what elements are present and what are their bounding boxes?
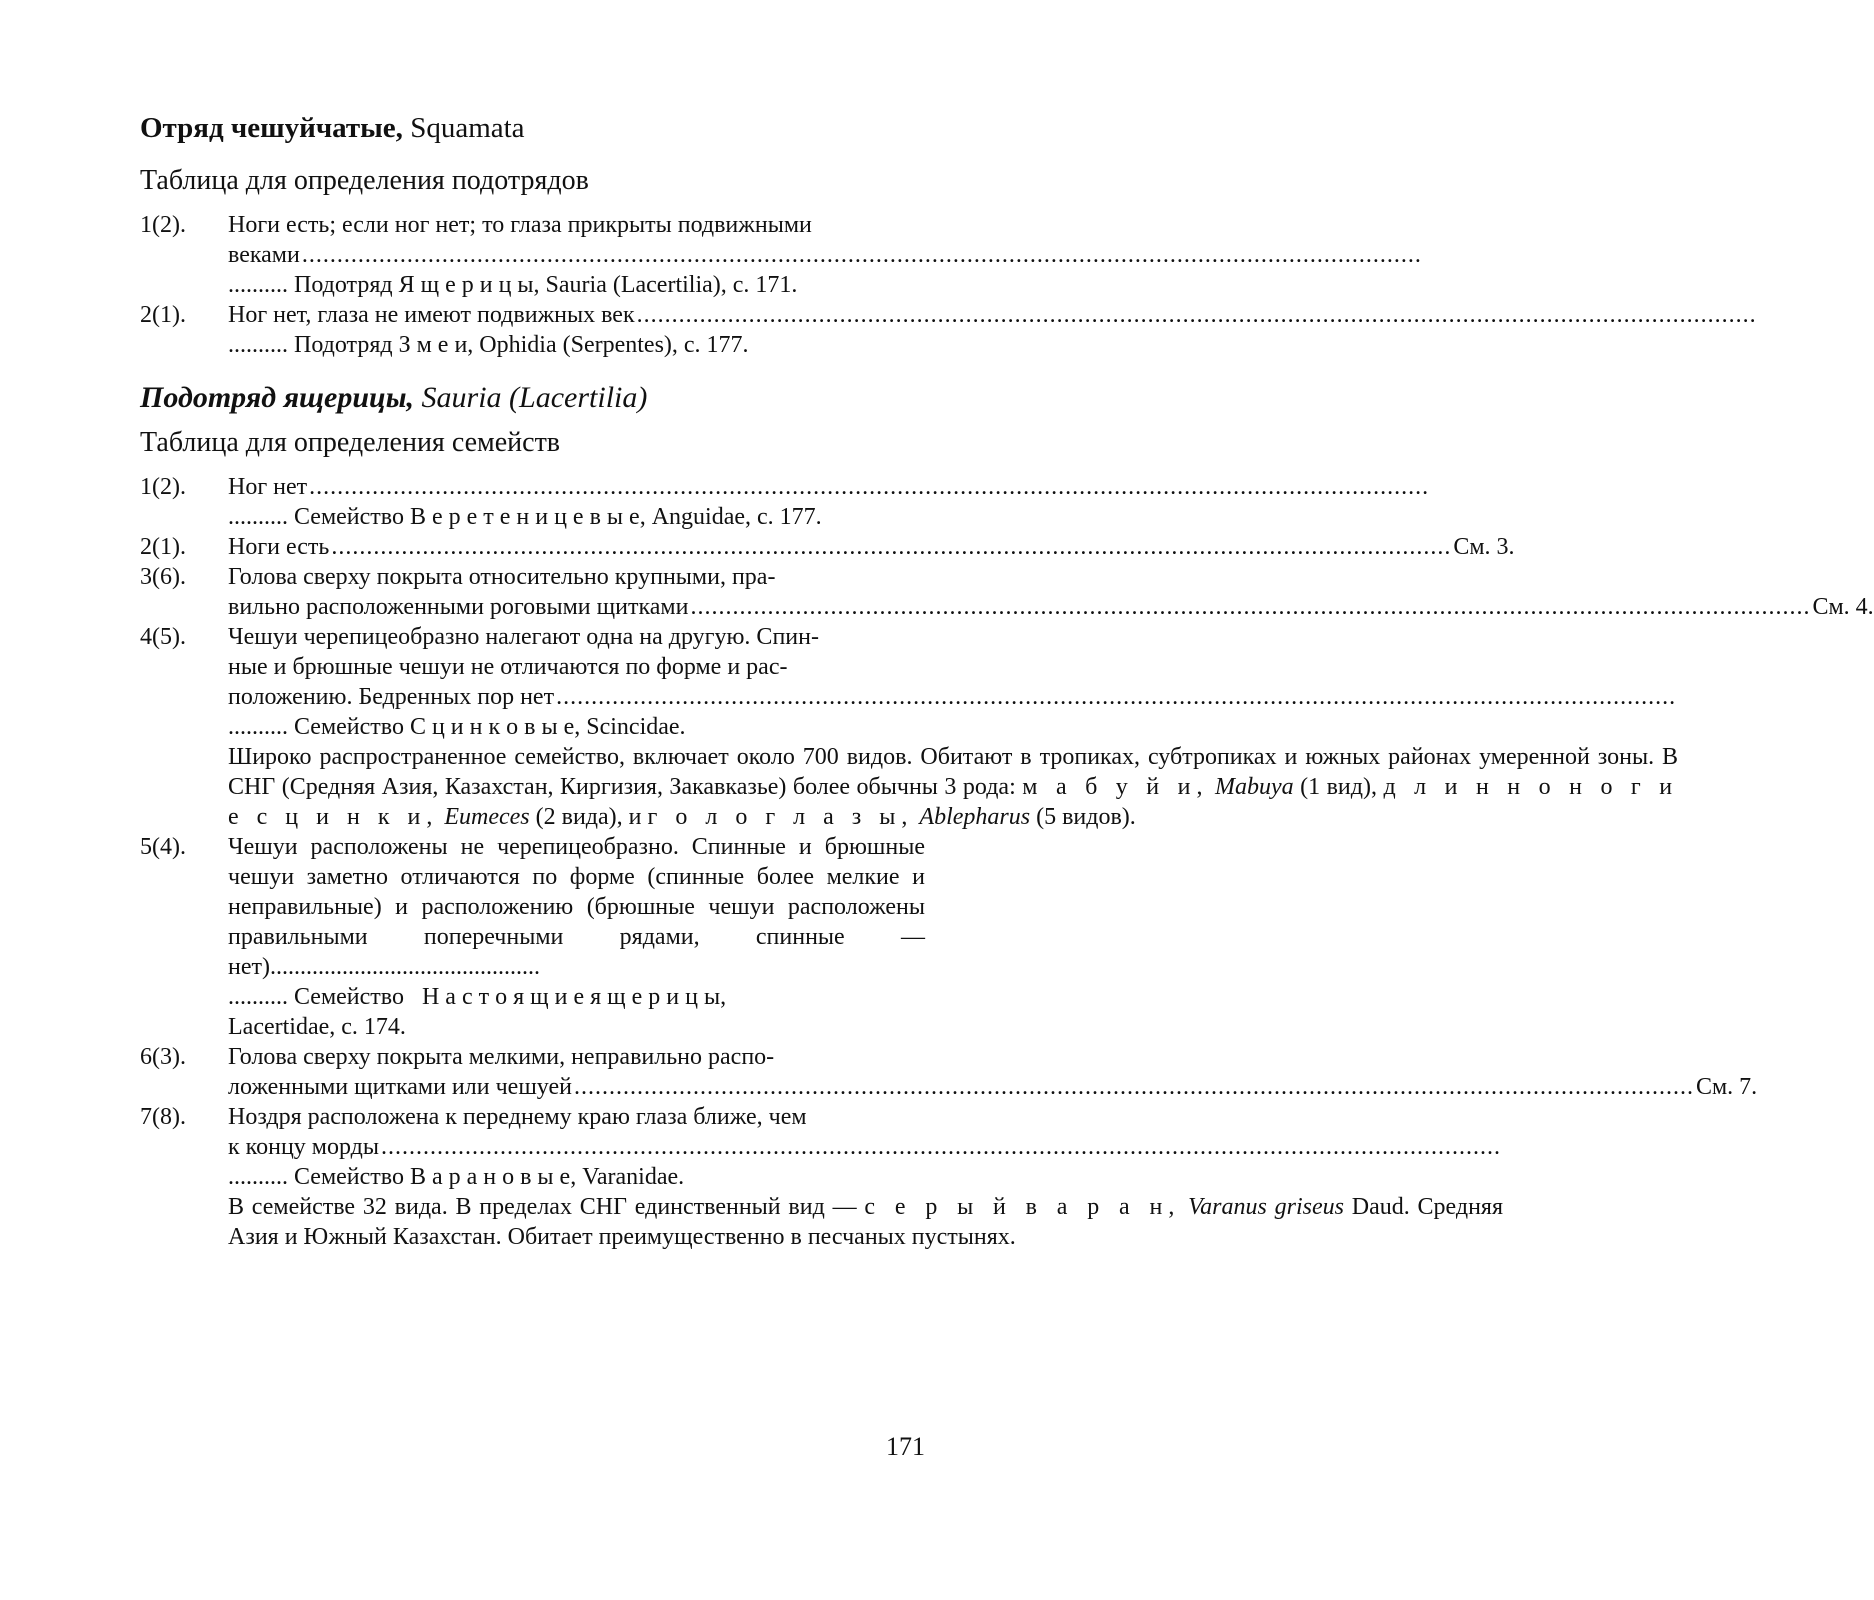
key-number: 2(1). (140, 302, 186, 328)
key-text: Ног нет, глаза не имеют подвижных век (228, 302, 635, 328)
key-entry: 2(1). Ноги есть ..... См. 3. (140, 532, 925, 562)
key-number: 7(8). (140, 1104, 186, 1130)
key-entry: 5(4). Чешуи расположены не черепицеобразно. Спинные и брюшные чешуи заметно отличаются по форме (спинные более мелкие и неправильные) и расположению (брюшные чешуи расположены правильными поперечными рядами, спинные — нет)............................................. .......... Семейство Н а с т о я щ и е я щ е р и ц ы, Lacertidae, с. 174. (140, 834, 925, 1040)
leader-dots (302, 240, 1422, 270)
suborder-key-title: Таблица для определения семейств (140, 427, 561, 458)
leader-dots: .......... (228, 332, 288, 358)
key-entry: 6(3). Голова сверху покрыта мелкими, неправильно распо- ложенными щитками или чешуей ..... См. 7. (140, 1042, 925, 1102)
order-heading (140, 108, 925, 148)
page-number: 171 (886, 1432, 925, 1461)
key-entry: 2(1). Ног нет, глаза не имеют подвижных век ..... .......... Подотряд З м е и, Ophidia (Serpentes), с. 177. (140, 300, 925, 360)
taxon-spaced: Н а с т о я щ и е я щ е р и ц ы, (421, 984, 727, 1010)
order-heading-latin: Squamata (410, 112, 525, 144)
leader-dots: .......... (228, 272, 288, 298)
taxon-spaced: Я щ е р и ц ы, (398, 272, 540, 298)
key-result: Семейство В а р а н о в ы е, Varanidae. (294, 1164, 685, 1190)
taxon-spaced: З м е и, (398, 332, 474, 358)
key-number: 1(2). (140, 212, 186, 238)
key-number: 3(6). (140, 564, 186, 590)
key-reference: См. 7. (1695, 1074, 1758, 1100)
order-key-title: Таблица для определения подотрядов (140, 165, 589, 196)
key-text: веками (228, 242, 300, 268)
order-key (140, 210, 925, 360)
key-number: 6(3). (140, 1044, 186, 1070)
family-key (140, 472, 1874, 1252)
suborder-heading-latin: Sauria (Lacertilia) (421, 381, 648, 414)
family-note: Широко распространенное семейство, включает около 700 видов. Обитают в тропиках, субтропиках и южных районах умеренной зоны. В СНГ (Средняя Азия, Казахстан, Киргизия, Закавказье) более обычны 3 рода: м а б у й и, Mabuya (1 вид), д л и н н о н о г и е с ц и н к и, Eumeces (2 вида), и г о л о г л а з ы, Ablepharus (5 видов). (228, 744, 1679, 830)
key-reference: См. 4. (1812, 594, 1874, 620)
key-entry: 1(2). Ноги есть; если ног нет; то глаза прикрыты подвижными веками ..... .......... Подотряд Я щ е р и ц ы, Sauria (Lacertilia), с. 171. (140, 210, 925, 300)
key-number: 4(5). (140, 624, 186, 650)
key-entry: 3(6). Голова сверху покрыта относительно крупными, пра- вильно расположенными роговыми щитками ..... См. 4. (140, 562, 925, 622)
page-content (140, 108, 1874, 1252)
key-entry: 4(5). Чешуи черепицеобразно налегают одна на другую. Спин- ные и брюшные чешуи не отличаются по форме и рас- положению. Бедренных пор нет ..... .......... Семейство С ц и н к о в ы е, Scincidae. Широко распространенное семейство, включает около 700 видов. Обитают в тропиках, субтропиках и южных районах умеренной зоны. В СНГ (Средняя Азия, Казахстан, Киргизия, Закавказье) более обычны 3 рода: м а б у й и, Mabuya (1 вид), д л и н н о н о г и е с ц и н к и, Eumeces (2 вида), и г о л о г л а з ы, Ablepharus (5 видов). (140, 622, 925, 832)
suborder-heading: Подотряд ящерицы, Sauria (Lacertilia) (140, 381, 648, 414)
leader-dots (637, 300, 1757, 330)
key-number: 5(4). (140, 834, 186, 860)
order-heading-russian: Отряд чешуйчатые, (140, 112, 403, 144)
key-entry: 7(8). Ноздря расположена к переднему краю глаза ближе, чем к концу морды ..... .......... Семейство В а р а н о в ы е, Varanidae. В семействе 32 вида. В пределах СНГ единственный вид — с е р ы й в а р а н, Varanus griseus Daud. Средняя Азия и Южный Казахстан. Обитает преимущественно в песчаных пустынях. (140, 1102, 925, 1252)
key-result: Семейство С ц и н к о в ы е, Scincidae. (294, 714, 686, 740)
family-note: В семействе 32 вида. В пределах СНГ единственный вид — с е р ы й в а р а н, Varanus griseus Daud. Средняя Азия и Южный Казахстан. Обитает преимущественно в песчаных пустынях. (228, 1194, 1504, 1250)
key-reference: См. 3. (1453, 534, 1515, 560)
key-text: Ноги есть; если ног нет; то глаза прикрыты подвижными (228, 212, 812, 238)
key-number: 2(1). (140, 534, 186, 560)
key-result: Семейство В е р е т е н и ц е в ы е, Anguidae, с. 177. (294, 504, 822, 530)
key-number: 1(2). (140, 474, 186, 500)
key-entry: 1(2). Ног нет ..... .......... Семейство В е р е т е н и ц е в ы е, Anguidae, с. 177. (140, 472, 925, 532)
